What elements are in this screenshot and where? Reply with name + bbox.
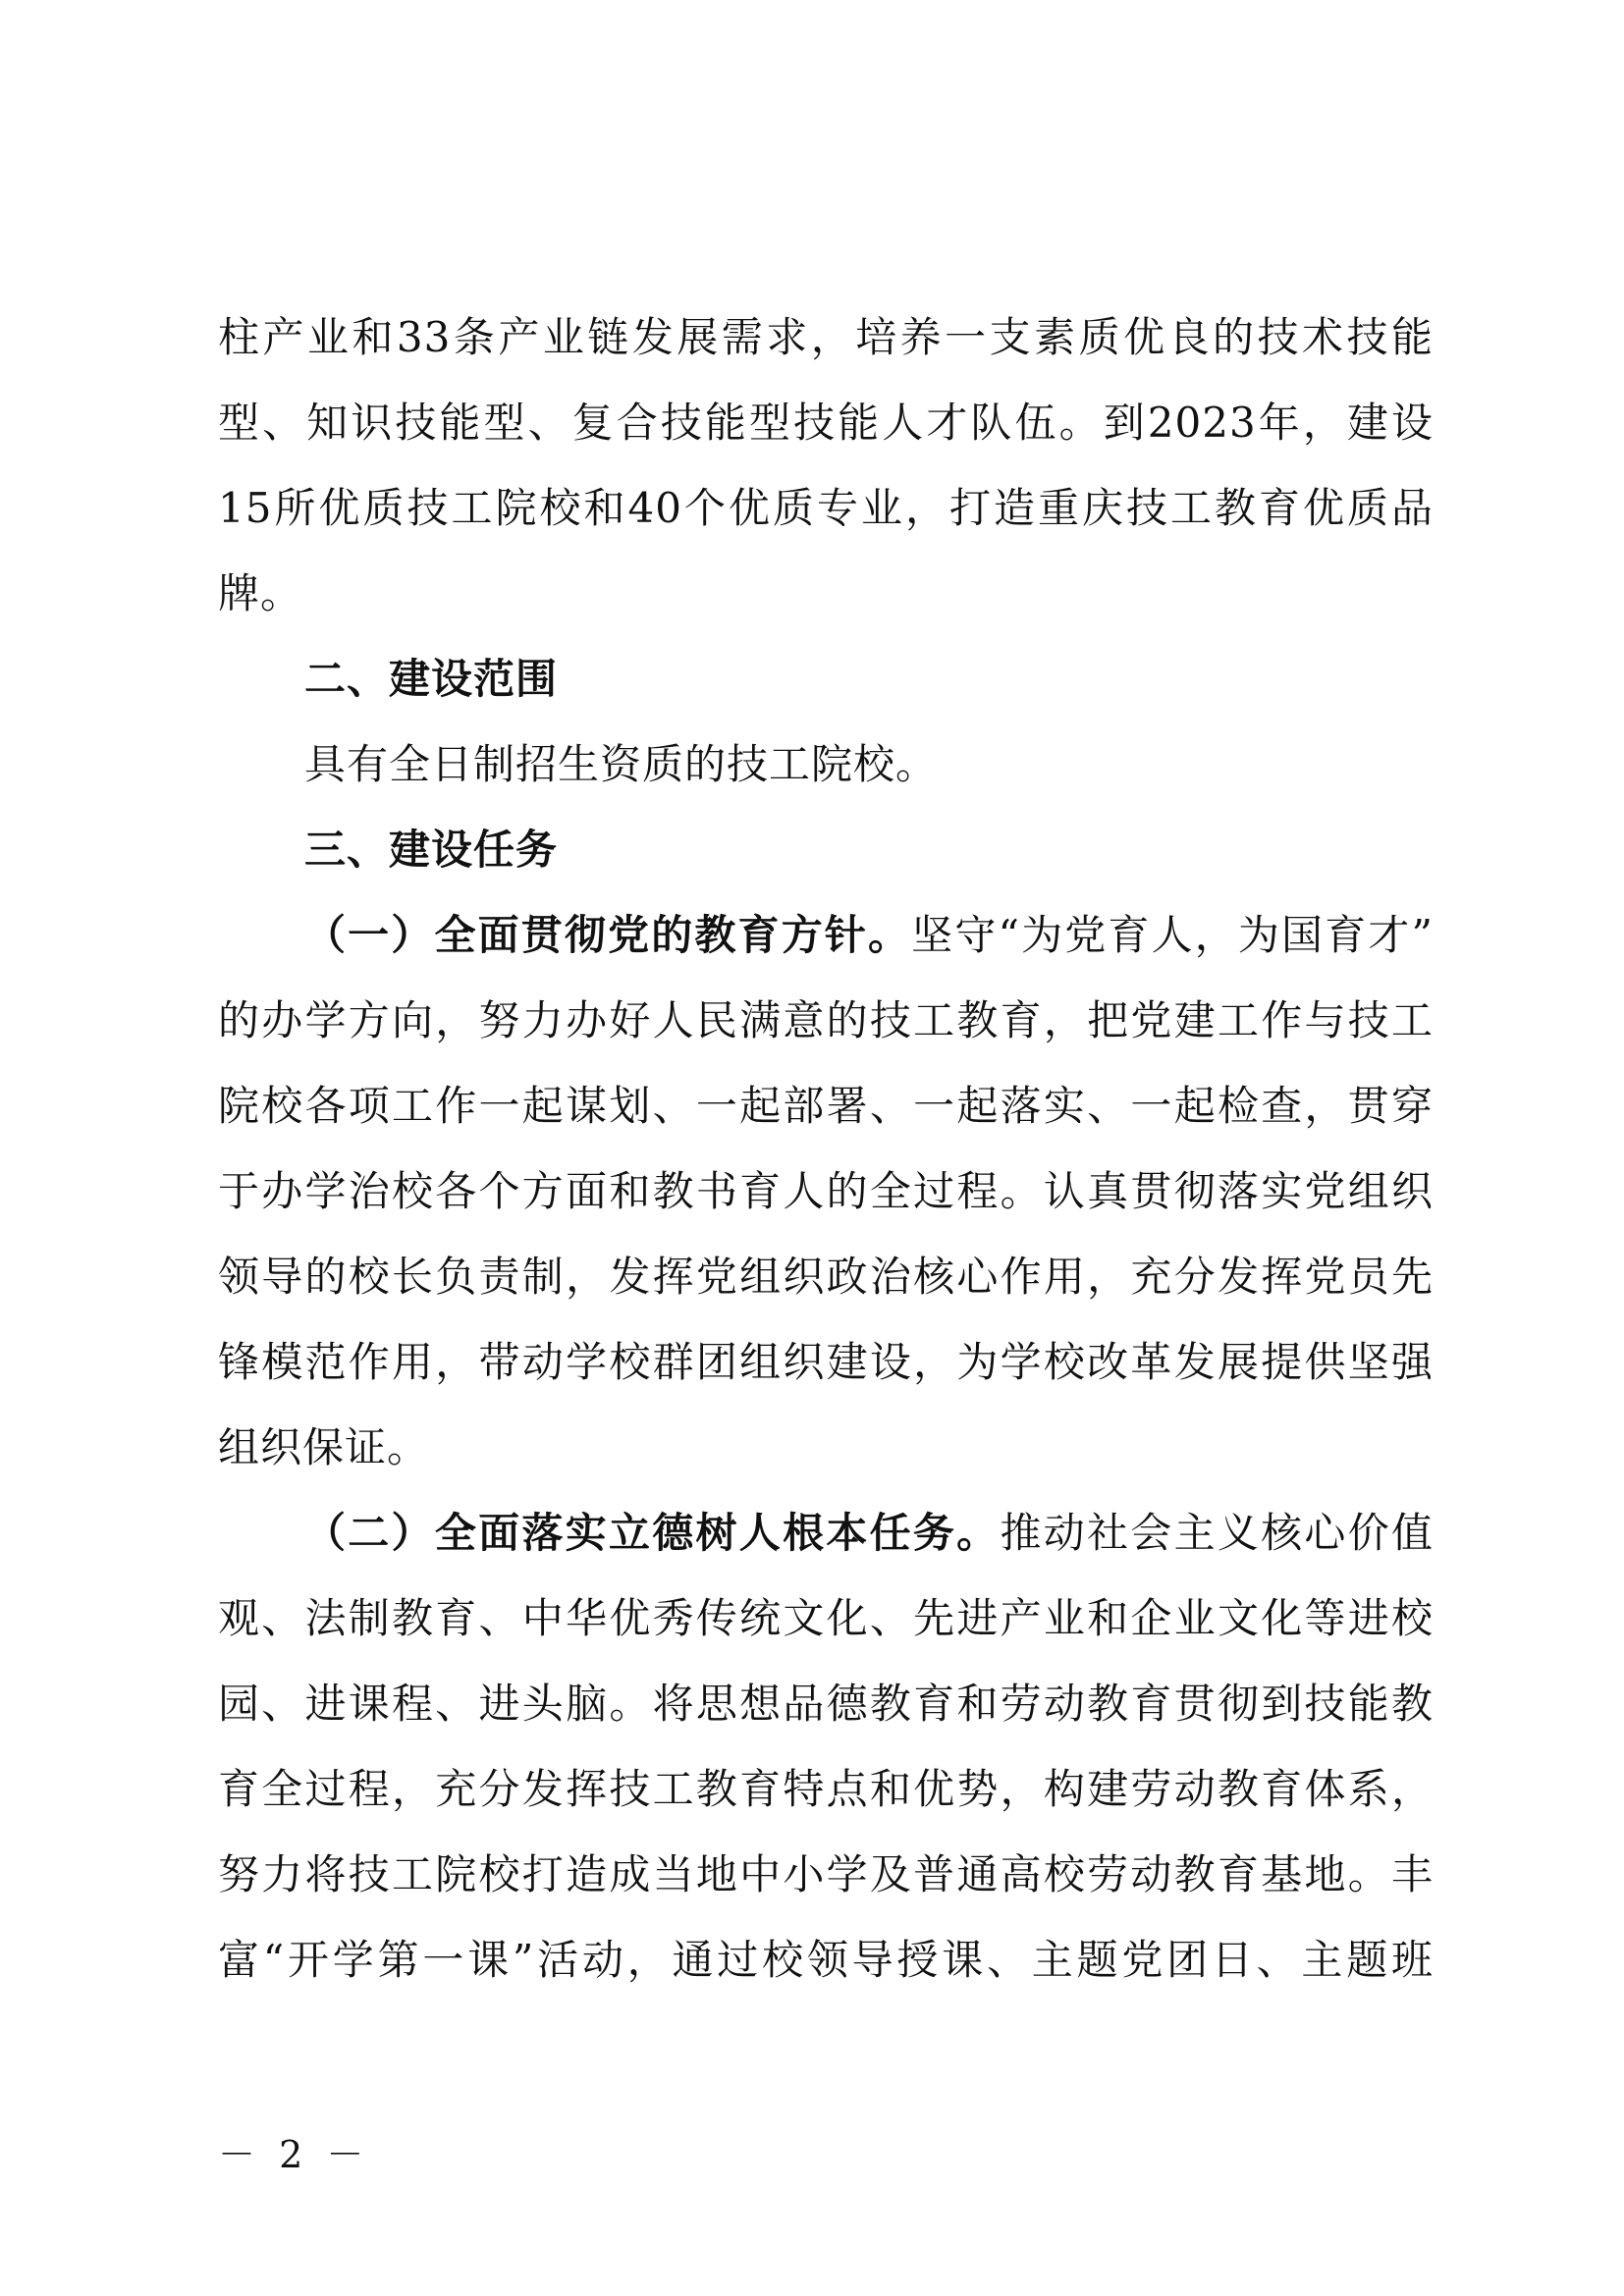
- subsection-2-first-line: [218, 1490, 1434, 1575]
- subsection-1-title: （一）全面贯彻党的教育方针。: [304, 911, 912, 959]
- paragraph-line: 锋模范作用，带动学校群团组织建设，为学校改革发展提供坚强: [218, 1338, 1434, 1386]
- paragraph-line: 努力将技工院校打造成当地中小学及普通高校劳动教育基地。丰: [218, 1850, 1434, 1898]
- subsection-1-first-line-text: 坚守“为党育人，为国育才”: [911, 911, 1434, 959]
- subsection-1-first-line: [218, 892, 1434, 978]
- paragraph-line: 院校各项工作一起谋划、一起部署、一起落实、一起检查，贯穿: [218, 1082, 1434, 1130]
- subsection-2-title: （二）全面落实立德树人根本任务。: [304, 1509, 1001, 1557]
- section-heading-scope: 二、建设范围: [304, 655, 559, 703]
- paragraph-line: 领导的校长负责制，发挥党组织政治核心作用，充分发挥党员先: [218, 1253, 1434, 1301]
- paragraph-line: 组织保证。: [218, 1423, 430, 1471]
- paragraph-line: 柱产业和33条产业链发展需求，培养一支素质优良的技术技能: [218, 313, 1434, 361]
- paragraph-line: 富“开学第一课”活动，通过校领导授课、主题党团日、主题班: [218, 1936, 1434, 1984]
- paragraph-line: 园、进课程、进头脑。将思想品德教育和劳动教育贯彻到技能教: [218, 1680, 1434, 1728]
- paragraph-line: 育全过程，充分发挥技工教育特点和优势，构建劳动教育体系，: [218, 1765, 1434, 1813]
- scope-text: 具有全日制招生资质的技工院校。: [304, 740, 939, 788]
- paragraph-line: 15所优质技工院校和40个优质专业，打造重庆技工教育优质品: [218, 484, 1434, 532]
- document-body: [218, 294, 1434, 2002]
- paragraph-line: 牌。: [218, 569, 303, 617]
- section-heading-tasks: 三、建设任务: [304, 826, 559, 874]
- paragraph-line: 观、法制教育、中华优秀传统文化、先进产业和企业文化等进校: [218, 1594, 1434, 1642]
- paragraph-line: 型、知识技能型、复合技能型技能人才队伍。到2023年，建设: [218, 399, 1434, 447]
- paragraph-line: 的办学方向，努力办好人民满意的技工教育，把党建工作与技工: [218, 996, 1434, 1044]
- page-number: － 2 －: [218, 2133, 370, 2176]
- subsection-2-first-line-text: 推动社会主义核心价值: [1000, 1509, 1434, 1557]
- paragraph-line: 于办学治校各个方面和教书育人的全过程。认真贯彻落实党组织: [218, 1167, 1434, 1215]
